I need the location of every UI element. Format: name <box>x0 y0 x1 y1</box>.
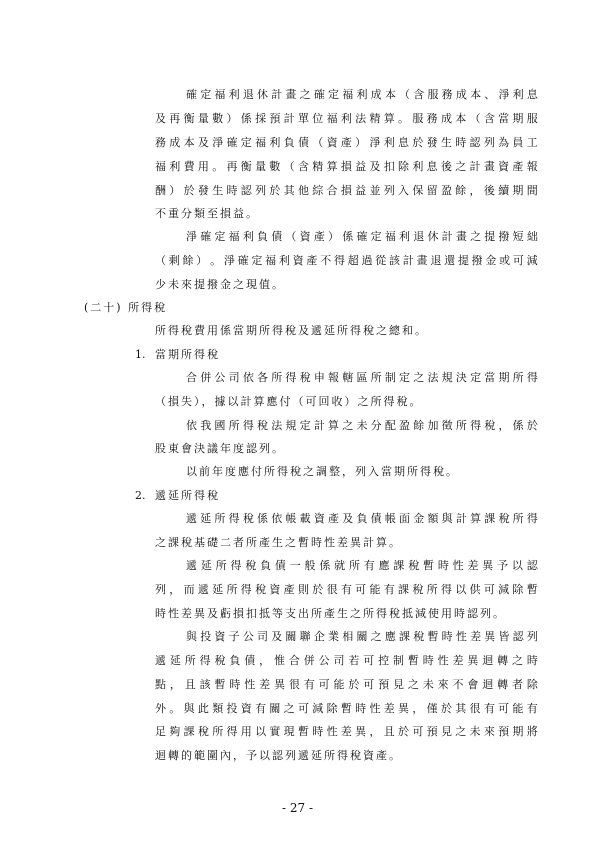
sub2-para2-line-3: 時性差異及虧損扣抵等支出所產生之所得稅抵減使用時認列。 <box>155 607 506 620</box>
sub2-para3-line-1: 與 投 資 子 公 司 及 關 聯 企 業 相 關 之 應 課 稅 暫 時 性 差 異 皆 認 列 <box>186 630 538 643</box>
subsection-1-title: 當期所得稅 <box>155 348 220 361</box>
subsection-2-number: 2. <box>135 489 146 502</box>
sub1-para3: 以前年度應付所得稅之調整，列入當期所得稅。 <box>186 465 459 478</box>
subsection-2-title: 遞延所得稅 <box>155 489 220 502</box>
sub2-para3-line-6: 迴轉的範圍內，予以認列遞延所得稅資產。 <box>155 749 402 762</box>
para1-line-1: 確 定 福 利 退 休 計 畫 之 確 定 福 利 成 本 （ 含 服 務 成 本 、 淨 利 息 <box>186 88 538 101</box>
para1-line-6: 不重分類至損益。 <box>155 207 259 220</box>
sub2-para3-line-3: 點 ， 且 該 暫 時 性 差 異 很 有 可 能 於 可 預 見 之 未 來 不 會 迴 轉 者 除 <box>155 678 538 691</box>
para2-line-3: 少未來提撥金之現值。 <box>155 278 285 291</box>
sub1-para2-line-1: 依 我 國 所 得 稅 法 規 定 計 算 之 未 分 配 盈 餘 加 徵 所 得 稅 ， 係 於 <box>186 419 538 432</box>
sub2-para1-line-2: 之課稅基礎二者所產生之暫時性差異計算。 <box>155 536 402 549</box>
sub2-para3-line-2: 遞 延 所 得 稅 負 債 ， 惟 合 併 公 司 若 可 控 制 暫 時 性 差 異 迴 轉 之 時 <box>155 654 538 667</box>
sub2-para3-line-4: 外 。 與 此 類 投 資 有 關 之 可 減 除 暫 時 性 差 異 ， 僅 於 其 很 有 可 能 有 <box>155 702 538 715</box>
para2-line-2: （ 剩 餘 ） 。 淨 確 定 福 利 資 產 不 得 超 過 從 該 計 畫 退 還 提 撥 金 或 可 減 <box>155 254 538 267</box>
sub2-para2-line-2: 列 ， 而 遞 延 所 得 稅 資 產 則 於 很 有 可 能 有 課 稅 所 得 以 供 可 減 除 暫 <box>155 583 538 596</box>
subsection-1-number: 1. <box>135 348 146 361</box>
para1-line-4: 福 利 費 用 。 再 衡 量 數 （ 含 精 算 損 益 及 扣 除 利 息 後 之 計 畫 資 產 報 <box>155 160 538 173</box>
sub2-para3-line-5: 足 夠 課 稅 所 得 用 以 實 現 暫 時 性 差 異 ， 且 於 可 預 見 之 未 來 預 期 將 <box>155 725 538 738</box>
para1-line-5: 酬 ） 於 發 生 時 認 列 於 其 他 綜 合 損 益 並 列 入 保 留 盈 餘 ， 後 續 期 間 <box>155 184 538 197</box>
para1-line-3: 務 成 本 及 淨 確 定 福 利 負 債 （ 資 產 ） 淨 利 息 於 發 生 時 認 列 為 員 工 <box>155 136 538 149</box>
sub2-para2-line-1: 遞 延 所 得 稅 負 債 一 般 係 就 所 有 應 課 稅 暫 時 性 差 異 予 以 認 <box>186 559 538 572</box>
page-number: - 27 - <box>281 801 313 815</box>
para2-line-1: 淨 確 定 福 利 負 債 （ 資 產 ） 係 確 定 福 利 退 休 計 畫 之 提 撥 短 絀 <box>186 230 538 243</box>
sub2-para1-line-1: 遞 延 所 得 稅 係 依 帳 載 資 產 及 負 債 帳 面 金 額 與 計 算 課 稅 所 得 <box>186 512 538 525</box>
sub1-para2-line-2: 股東會決議年度認列。 <box>155 442 285 455</box>
income-tax-intro: 所得稅費用係當期所得稅及遞延所得稅之總和。 <box>155 324 428 337</box>
sub1-para1-line-2: （損失），據以計算應付（可回收）之所得稅。 <box>155 395 423 408</box>
sub1-para1-line-1: 合 併 公 司 依 各 所 得 稅 申 報 轄 區 所 制 定 之 法 規 決 定 當 期 所 得 <box>186 371 538 384</box>
section-heading-income-tax: (二十) 所得稅 <box>84 301 168 314</box>
para1-line-2: 及 再 衡 量 數 ） 係 採 預 計 單 位 福 利 法 精 算 。 服 務 成 本 （ 含 當 期 服 <box>155 112 538 125</box>
